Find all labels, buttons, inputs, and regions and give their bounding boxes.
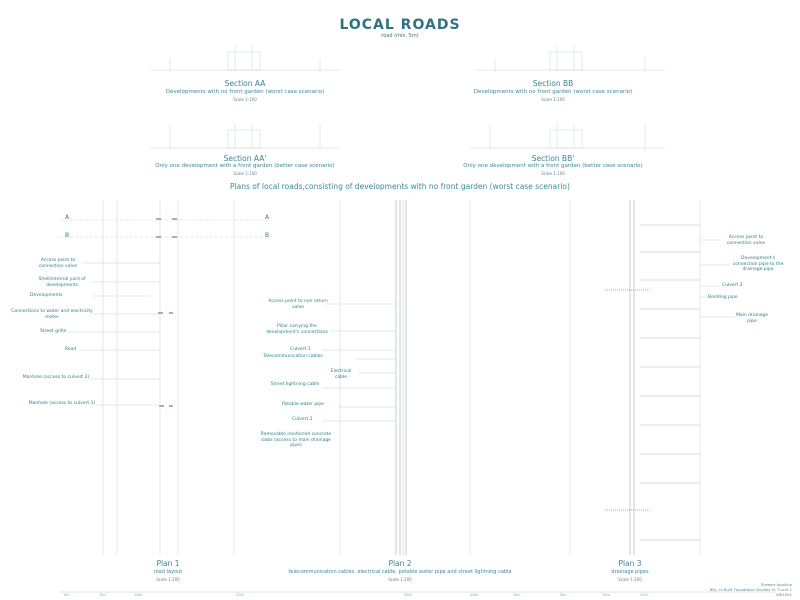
plan1-label-connections: Connections to water and electricity meter: [11, 309, 93, 320]
author-block: [660, 582, 792, 597]
plan2-label-concrete-slabs: Removable reinforced concrete slabs (access to main drainage pipe): [260, 432, 332, 448]
plan1-label-road: Road: [65, 347, 77, 352]
section-aa-title: Section AA: [224, 79, 266, 88]
plan3-label-access-point: Access point to connection valve: [726, 235, 766, 246]
plan3-label-main-drainage: Main drainage pipe: [735, 313, 769, 324]
plan3-desc: drainage pipes: [611, 569, 649, 575]
section-bb-scale: Scale 1:100: [541, 97, 565, 102]
section-bb-drawing: [475, 45, 665, 72]
section-mark-b-right: B: [265, 232, 270, 239]
plan2-label-street-lightning: Street lightning cable: [270, 382, 320, 387]
plans-title: Plans of local roads,consisting of developments with no front garden (worst case scenario): [230, 182, 570, 191]
section-aa-prime-drawing: [150, 123, 340, 150]
plan2-desc: telecommunication cables, electrical cable, potable water pipe and street lightning cable: [288, 569, 512, 575]
section-bb-desc: Developments with no front garden (worst case scenario): [473, 89, 633, 95]
scale-tick: 20m: [236, 593, 244, 597]
plan2-label-culvert1: Culvert 1: [290, 347, 311, 352]
section-bb-prime-drawing: [470, 123, 665, 150]
scale-tick: 20m: [640, 593, 648, 597]
plan3-scale: Scale 1:200: [618, 577, 642, 582]
plan1-label-shell-yard: Shell/internal yard of developments: [38, 277, 86, 288]
plan1-marks: [156, 218, 177, 407]
plan1-drawing: [60, 200, 270, 555]
section-bb-prime-title: Section BB': [531, 154, 575, 163]
plan1-scale: Scale 1:200: [156, 577, 180, 582]
plan1-label-manhole-culvert2: Manhole (access to culvert 2): [22, 375, 90, 380]
plan2-scale: Scale 1:200: [388, 577, 412, 582]
section-aa-prime-title: Section AA': [223, 154, 267, 163]
plan3-connection-pipes: [605, 225, 700, 540]
section-bb-prime-desc: Only one development with a front garden (better case scenario): [463, 163, 643, 169]
plan1-desc: road layout: [153, 569, 183, 575]
section-aa-drawing: [150, 45, 340, 72]
plan3-label-culvert2: Culvert 2: [722, 283, 743, 288]
plan1-label-developments: Developments: [30, 293, 63, 298]
page-subtitle: road (min. 5m): [381, 33, 419, 39]
plan2-label-telecom: Telecommunication cables: [263, 354, 323, 359]
plan1-name: Plan 1: [156, 559, 180, 568]
leader-lines: [67, 240, 735, 421]
scale-tick: 40m: [470, 593, 478, 597]
plan2-label-pillar: Pillar carrying the development's connections: [266, 324, 328, 335]
section-mark-b-left: B: [65, 232, 70, 239]
author-course: BSc. in Built Foundation Studies Yr. 3 unit 1: [709, 587, 792, 592]
plan3-label-bedding-pipe: Bedding pipe: [708, 295, 738, 300]
section-mark-a-left: A: [65, 214, 70, 221]
plan2-drawing: [340, 200, 470, 555]
plan2-label-access-point: Access point to non return valve: [268, 299, 328, 310]
section-bb-prime-scale: Scale 1:100: [541, 171, 565, 176]
plan1-label-access-point: Access point to connection valve: [38, 258, 78, 269]
section-aa-prime-scale: Scale 1:100: [233, 171, 257, 176]
plan2-name: Plan 2: [388, 559, 412, 568]
scale-tick: 0m: [514, 593, 520, 597]
scale-tick: 10m: [602, 593, 610, 597]
section-bb-title: Section BB: [532, 79, 574, 88]
page-title: LOCAL ROADS: [339, 17, 461, 33]
author-name: Stewart Aquilina: [760, 582, 792, 587]
plan1-label-manhole-culvert1: Manhole (access to culvert 1): [28, 401, 96, 406]
scale-tick: 30m: [404, 593, 412, 597]
scale-tick: 10m: [134, 593, 142, 597]
section-aa-desc: Developments with no front garden (worst case scenario): [165, 89, 325, 95]
section-mark-a-right: A: [265, 214, 270, 221]
plan2-label-culvert2: Culvert 2: [292, 417, 313, 422]
scale-tick: 0m: [64, 593, 70, 597]
scale-tick: 5m: [100, 593, 106, 597]
plan3-name: Plan 3: [618, 559, 642, 568]
section-aa-prime-desc: Only one development with a front garden (better case scenario): [155, 163, 335, 169]
plan2-label-electrical: Electrical cable: [330, 369, 352, 380]
scale-tick: 5m: [560, 593, 566, 597]
author-unit: ARI1001: [775, 592, 792, 597]
plan2-label-potable-water: Potable water pipe: [281, 402, 325, 407]
plan1-label-street-grille: Street grille: [40, 329, 67, 334]
plan3-label-connection-pipe: Development's connection pipe to the drainage pipe: [732, 256, 784, 272]
section-aa-scale: Scale 1:100: [233, 97, 257, 102]
plan3-drawing: [570, 200, 700, 555]
